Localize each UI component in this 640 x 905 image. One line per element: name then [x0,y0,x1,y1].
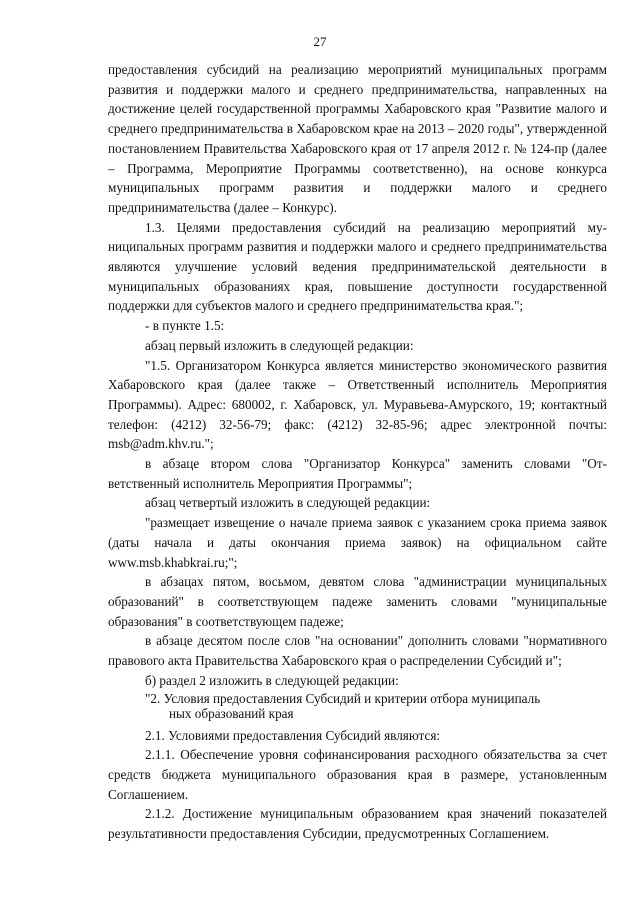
paragraph-2-1-2: 2.1.2. Достижение муниципальным образованием края значений показателей результативности предоставления Субсидии, предусмотренных Соглашением. [108,806,607,842]
paragraph-item-1-5: - в пункте 1.5: [145,318,225,334]
paragraph-second-abzac: в абзаце втором слова "Организатор Конкурса" заменить словами "Ответственный исполнитель Мероприятия Программы"; [108,456,607,491]
paragraph-2-1: 2.1. Условиями предоставления Субсидий являются: [145,727,441,743]
paragraph-abzac-10: в абзаце десятом после слов "на основании" дополнить словами "нормативного правового акта Правительства Хабаровского края о распределении Субсидий и"; [108,633,607,669]
page-number: 27 [313,34,327,49]
paragraph-abzac-5-8-9: в абзацах пятом, восьмом, девятом слова "администрации муниципальных образований" в соответствующем падеже заменить словами "муниципальные образования" в соответствующем падеже; [108,574,607,629]
paragraph-intro: предоставления субсидий на реализацию мероприятий муниципальных программ развития и поддержки малого и среднего предпринимательства, направленных на достижение целей государственной программы Хабаровского края "Развитие малого и среднего предпринимательства в Хабаровском крае на 2013 – 2020 годы", утвержденной постановлением Правительства Хабаровского края от 17 апреля 2012 г. № 124-пр (далее – Программа, Мероприятие Программы соответственно), на основе конкурса муниципальных программ развития и поддержки малого и среднего предпринимательства (далее – Конкурс). [108,62,607,215]
paragraph-first-abzac: абзац первый изложить в следующей редакции: [145,337,414,353]
paragraph-2-1-1: 2.1.1. Обеспечение уровня софинансирования расходного обязательства за счет средств бюджета муниципального образования края в размере, установленным Соглашением. [108,747,607,802]
paragraph-section-2: б) раздел 2 изложить в следующей редакции: [145,672,399,688]
document-body [108,60,607,844]
paragraph-1-5-text: "1.5. Организатором Конкурса является министерство экономического развития Хабаровского края (далее также – Ответственный исполнитель Мероприятия Программы). Адрес: 680002, г. Хабаровск, ул. Муравьева-Амурского, 19; контактный телефон: (4212) 32-56-79; факс: (4212) 32-85-96; адрес электронной почты: msb@adm.khv.ru."; [108,357,607,452]
section-heading-line1: "2. Условия предоставления Субсидий и критерии отбора муниципаль [145,690,541,706]
section-heading-line2: ных образований края [169,705,294,721]
paragraph-fourth-abzac: абзац четвертый изложить в следующей редакции: [145,495,431,511]
paragraph-1-3: 1.3. Целями предоставления субсидий на реализацию мероприятий муниципальных программ развития и поддержки малого и среднего предпринимательства являются улучшение условий ведения предпринимательской деятельности в муниципальных образованиях края, повышение доступности государственной поддержки для субъектов малого и среднего предпринимательства края."; [108,219,607,314]
paragraph-notice-text: "размещает извещение о начале приема заявок с указанием срока приема заявок (даты начала и даты окончания приема заявок) на официальном сайте www.msb.khabkrai.ru;"; [108,515,607,570]
section-heading [108,691,607,721]
